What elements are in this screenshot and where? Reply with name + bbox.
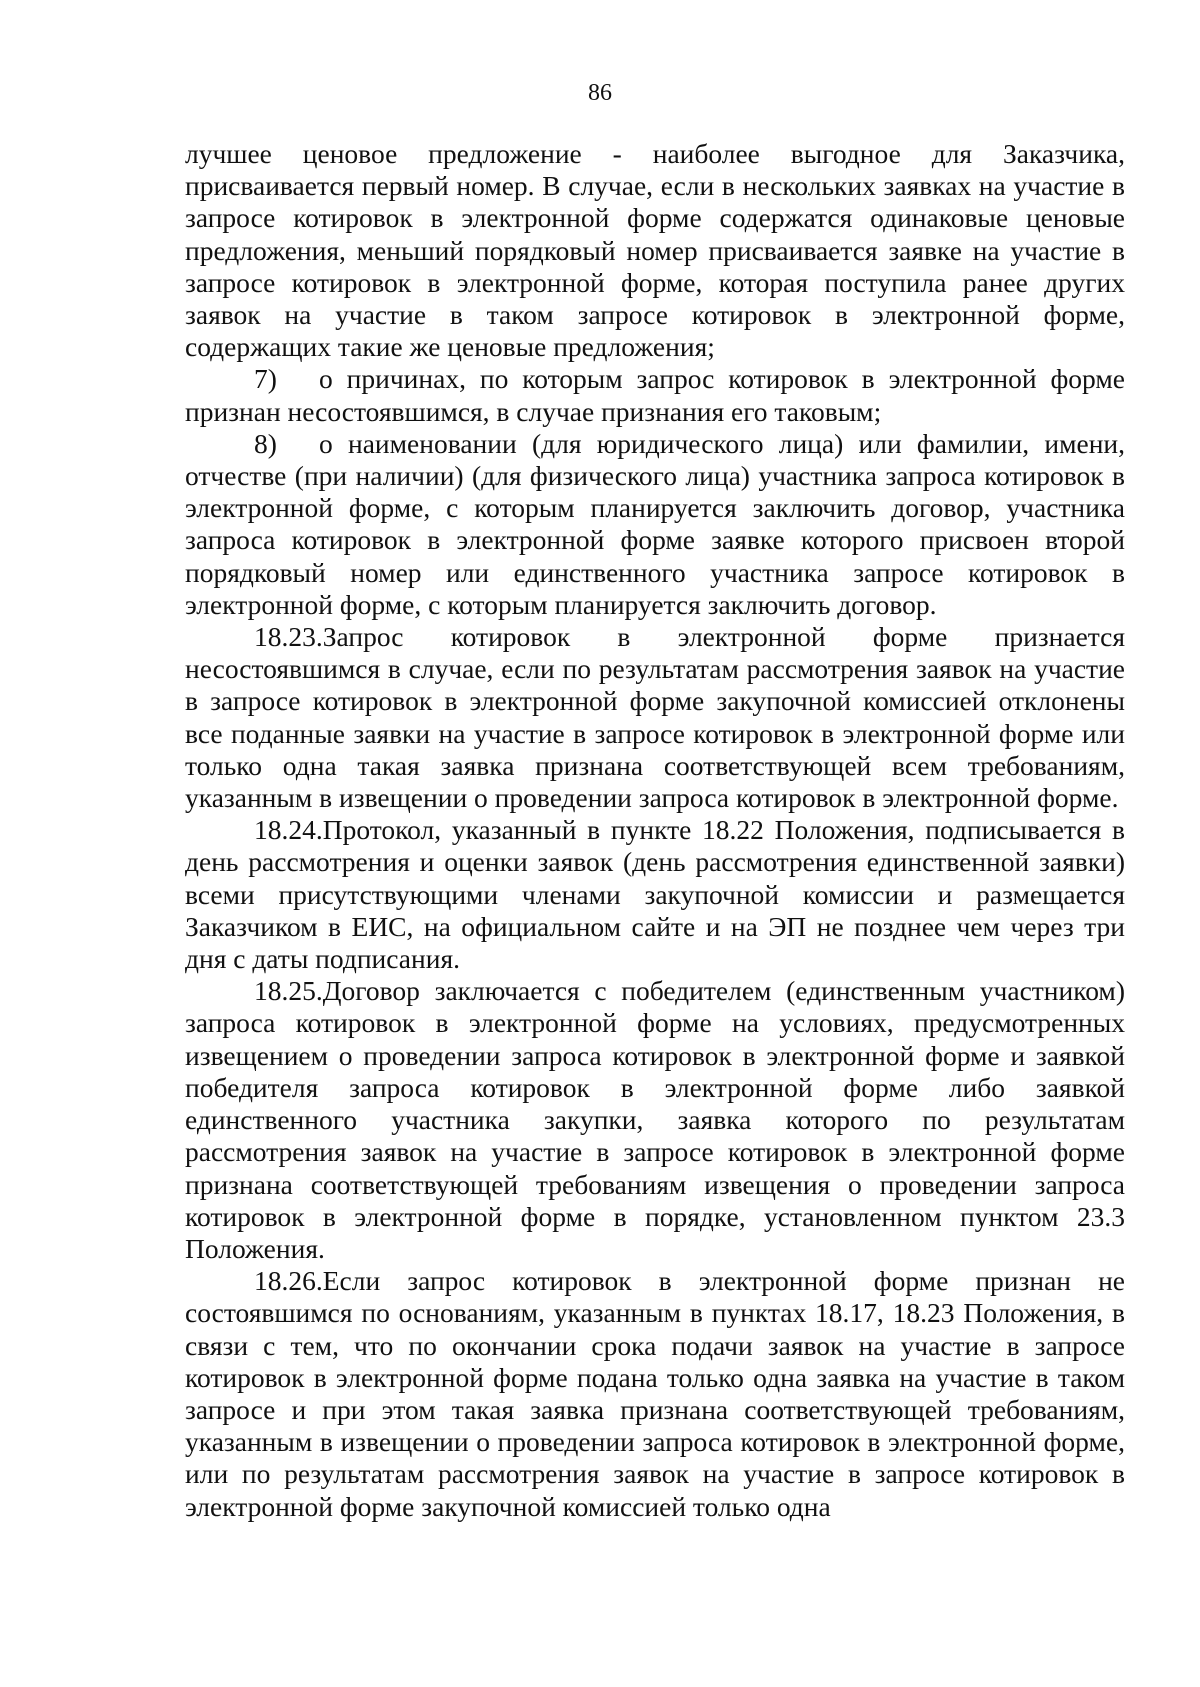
paragraph-text: о причинах, по которым запрос котировок в электронной форме признан несостоявшимся, в случае признания его таковым; [185,363,1125,427]
page-number: 86 [588,80,612,106]
clause-18-26 [185,1265,1125,1523]
paragraph-text: о наименовании (для юридического лица) или фамилии, имени, отчестве (при наличии) (для физического лица) участника запроса котировок в электронной форме, с которым планируется заключить договор, участника запроса котировок в электронной форме заявке которого присвоен второй порядковый номер или единственного участника запросе котировок в электронной форме, с которым планируется заключить договор. [185,427,1125,620]
paragraph-text: 18.26.Если запрос котировок в электронной форме признан не состоявшимся по основаниям, указанным в пунктах 18.17, 18.23 Положения, в связи с тем, что по окончании срока подачи заявок на участие в запросе котировок в электронной форме подана только одна заявка на участие в таком запросе и при этом такая заявка признана соответствующей требованиям, указанным в извещении о проведении запроса котировок в электронной форме, или по результатам рассмотрения заявок на участие в запросе котировок в электронной форме закупочной комиссией только одна [185,1265,1125,1522]
paragraph-text: 18.23.Запрос котировок в электронной форме признается несостоявшимся в случае, если по результатам рассмотрения заявок на участие в запросе котировок в электронной форме закупочной комиссией отклонены все поданные заявки на участие в запросе котировок в электронной форме или только одна такая заявка признана соответствующей всем требованиям, указанным в извещении о проведении запроса котировок в электронной форме. [185,621,1125,814]
clause-18-25 [185,975,1125,1265]
clause-18-24 [185,814,1125,975]
clause-18-23 [185,621,1125,814]
list-item-8 [185,428,1125,621]
document-body [185,138,1125,1523]
paragraph-text: 18.25.Договор заключается с победителем (единственным участником) запроса котировок в электронной форме на условиях, предусмотренных извещением о проведении запроса котировок в электронной форме и заявкой победителя запроса котировок в электронной форме либо заявкой единственного участника закупки, заявка которого по результатам рассмотрения заявок на участие в запросе котировок в электронной форме признана соответствующей требованиям извещения о проведении запроса котировок в электронной форме в порядке, установленном пунктом 23.3 Положения. [185,975,1125,1264]
paragraph-text: 18.24.Протокол, указанный в пункте 18.22 Положения, подписывается в день рассмотрения и оценки заявок (день рассмотрения единственной заявки) всеми присутствующими членами закупочной комиссии и размещается Заказчиком в ЕИС, на официальном сайте и на ЭП не позднее чем через три дня с даты подписания. [185,814,1125,975]
paragraph-continuation [185,138,1125,363]
list-item-7 [185,363,1125,427]
paragraph-text: лучшее ценовое предложение - наиболее выгодное для Заказчика, присваивается первый номер. В случае, если в нескольких заявках на участие в запросе котировок в электронной форме содержатся одинаковые ценовые предложения, меньший порядковый номер присваивается заявке на участие в запросе котировок в электронной форме, которая поступила ранее других заявок на участие в таком запросе котировок в электронной форме, содержащих такие же ценовые предложения; [185,138,1125,363]
list-item-number: 7) [254,363,277,395]
list-item-number: 8) [254,427,277,459]
